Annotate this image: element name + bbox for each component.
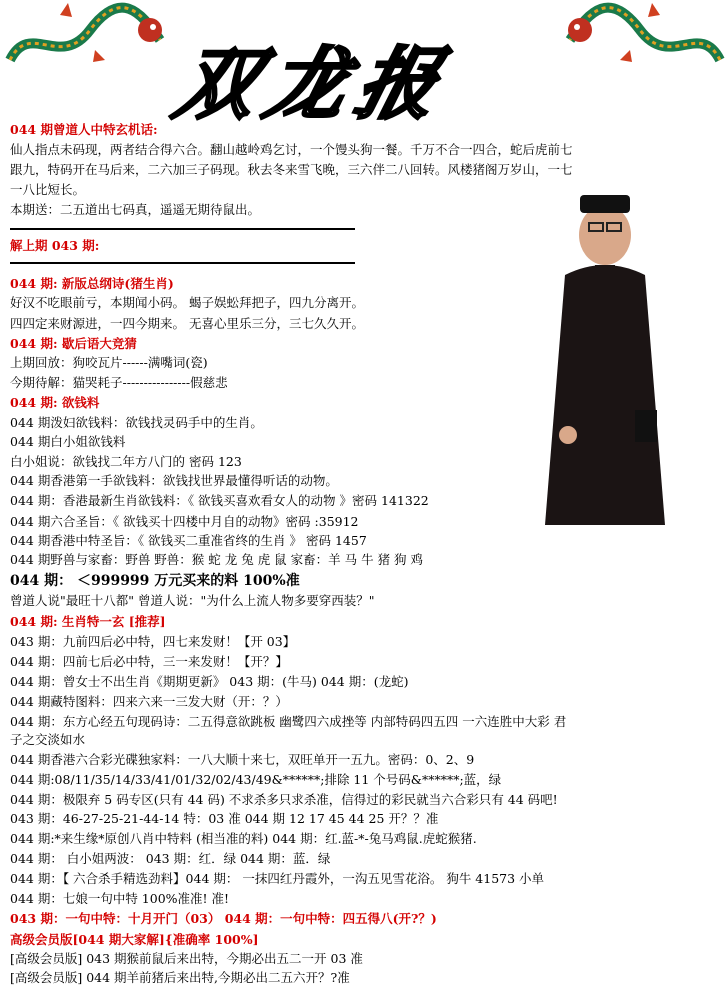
text-line: 043 期：九前四后必中特，四七来发财！【开 03】 bbox=[10, 634, 296, 649]
text-line: 044 期：极限弃 5 码专区(只有 44 码) 不求杀多只求杀准，信得过的彩民就当六合彩只有 44 码吧! bbox=[10, 792, 558, 807]
text-line: 四四定来财源进，一四今期来。 无喜心里乐三分，三七久久开。 bbox=[10, 316, 364, 331]
person-figure-icon bbox=[540, 185, 680, 535]
text-line: 044 期：香港最新生肖欲钱料：《 欲钱买喜欢看女人的动物 》密码 141322 bbox=[10, 493, 429, 508]
text-line: 今期待解：猫哭耗子----------------假慈悲 bbox=[10, 375, 228, 390]
text-line: 044 期：东方心经五句现码诗：二五得意欲跳板 幽鹭四六成挫等 内部特码四五四 一六连胜中大彩 君 bbox=[10, 714, 567, 729]
text-line: [高级会员版] 044 期羊前猪后来出特,今期必出二五六开？?准 bbox=[10, 970, 350, 985]
text-line: 043 期：一句中特：十月开门（03） 044 期：一句中特：四五得八(开?？) bbox=[10, 911, 437, 926]
text-line: 044 期白小姐欲钱料 bbox=[10, 434, 126, 449]
text-line: 044 期： ＜999999 万元买来的料 100%准 bbox=[10, 573, 300, 589]
text-line: 044 期：【 六合杀手精选劲料】044 期： 一抹四红丹霞外，一沟五见雪花浴。 狗牛 41573 小单 bbox=[10, 871, 545, 886]
text-line: 044 期香港六合彩光碟独家料：一八大顺十来七，双旺单开一五九。密码：0、2、9 bbox=[10, 752, 475, 767]
text-line: 044 期香港第一手欲钱料：欲钱找世界最懂得听话的动物。 bbox=[10, 473, 338, 488]
text-line: 跟九，特码开在马后来，二六加三子码现。秋去冬来雪飞晚，三六伴二八回转。风楼猪阁万岁山，一七 bbox=[10, 162, 573, 177]
text-line: 044 期:08/11/35/14/33/41/01/32/02/43/49&******;排除 11 个号码&******;蓝，绿 bbox=[10, 772, 502, 787]
text-line: [高级会员版] 043 期猴前鼠后来出特，今期必出五二一开 03 准 bbox=[10, 951, 363, 966]
text-line: 白小姐说：欲钱找二年方八门的 密码 123 bbox=[10, 454, 242, 469]
text-line: 044 期：七娘一句中特 100%准准! 准! bbox=[10, 891, 230, 906]
text-line: 044 期泼妇欲钱料：欲钱找灵码手中的生肖。 bbox=[10, 415, 263, 430]
text-line: 好汉不吃眼前亏，本期闻小码。 蝎子娱蚣拜把子，四九分离开。 bbox=[10, 295, 364, 310]
dragon-right-icon bbox=[560, 0, 725, 80]
text-line: 解上期 043 期: bbox=[10, 238, 100, 253]
text-line: 仙人指点未码现，两者结合得六合。翻山越岭鸡乞讨，一个馒头狗一餐。千万不合一四合，蛇后虎前七 bbox=[10, 142, 573, 157]
text-line: 高级会员版[044 期大家解]{准确率 100%] bbox=[10, 932, 259, 947]
divider bbox=[10, 262, 355, 264]
text-line: 044 期曾道人中特玄机话: bbox=[10, 122, 158, 137]
text-line: 一八比短长。 bbox=[10, 182, 86, 197]
page-title: 双龙报 bbox=[167, 40, 460, 130]
divider bbox=[10, 228, 355, 230]
text-line: 上期回放：狗咬瓦片------满嘴词(瓷) bbox=[10, 355, 208, 370]
text-line: 044 期： 白小姐两波： 043 期：红．绿 044 期：蓝．绿 bbox=[10, 851, 331, 866]
text-line: 044 期六合圣旨：《 欲钱买十四楼中月自的动物》密码 :35912 bbox=[10, 514, 359, 529]
text-line: 本期送：二五道出七码真，遥遥无期待鼠出。 bbox=[10, 202, 261, 217]
text-line: 子之交淡如水 bbox=[10, 732, 86, 747]
text-line: 043 期：46-27-25-21-44-14 特：03 准 044 期 12 17 45 44 25 开？？准 bbox=[10, 811, 439, 826]
text-line: 044 期香港中特圣旨：《 欲钱买二重准省终的生肖 》 密码 1457 bbox=[10, 533, 367, 548]
text-line: 044 期野兽与家畜：野兽 野兽：猴 蛇 龙 兔 虎 鼠 家畜：羊 马 牛 猪 狗 鸡 bbox=[10, 552, 424, 567]
section-heading: 044 期: 生肖特一玄 [推荐] bbox=[10, 614, 166, 629]
text-line: 044 期:*来生缘*原创八肖中特料 (相当准的料) 044 期：红.蓝-*-兔马鸡鼠.虎蛇猴猪. bbox=[10, 831, 477, 846]
text-line: 044 期：曾女士不出生肖《期期更新》 043 期：(牛马) 044 期：(龙蛇) bbox=[10, 674, 409, 689]
section-heading: 044 期: 新版总纲诗(猪生肖) bbox=[10, 276, 174, 291]
section-heading: 044 期: 欲钱料 bbox=[10, 395, 100, 410]
text-line: 044 期：四前七后必中特，三一来发财！【开？】 bbox=[10, 654, 288, 669]
text-line: 曾道人说"最旺十八都" 曾道人说："为什么上流人物多要穿西装？" bbox=[10, 593, 375, 608]
section-heading: 044 期: 歇后语大竞猜 bbox=[10, 336, 137, 351]
text-line: 044 期藏特图料：四来六来一三发大财（开：？） bbox=[10, 694, 288, 709]
dragon-left-icon bbox=[0, 0, 170, 80]
